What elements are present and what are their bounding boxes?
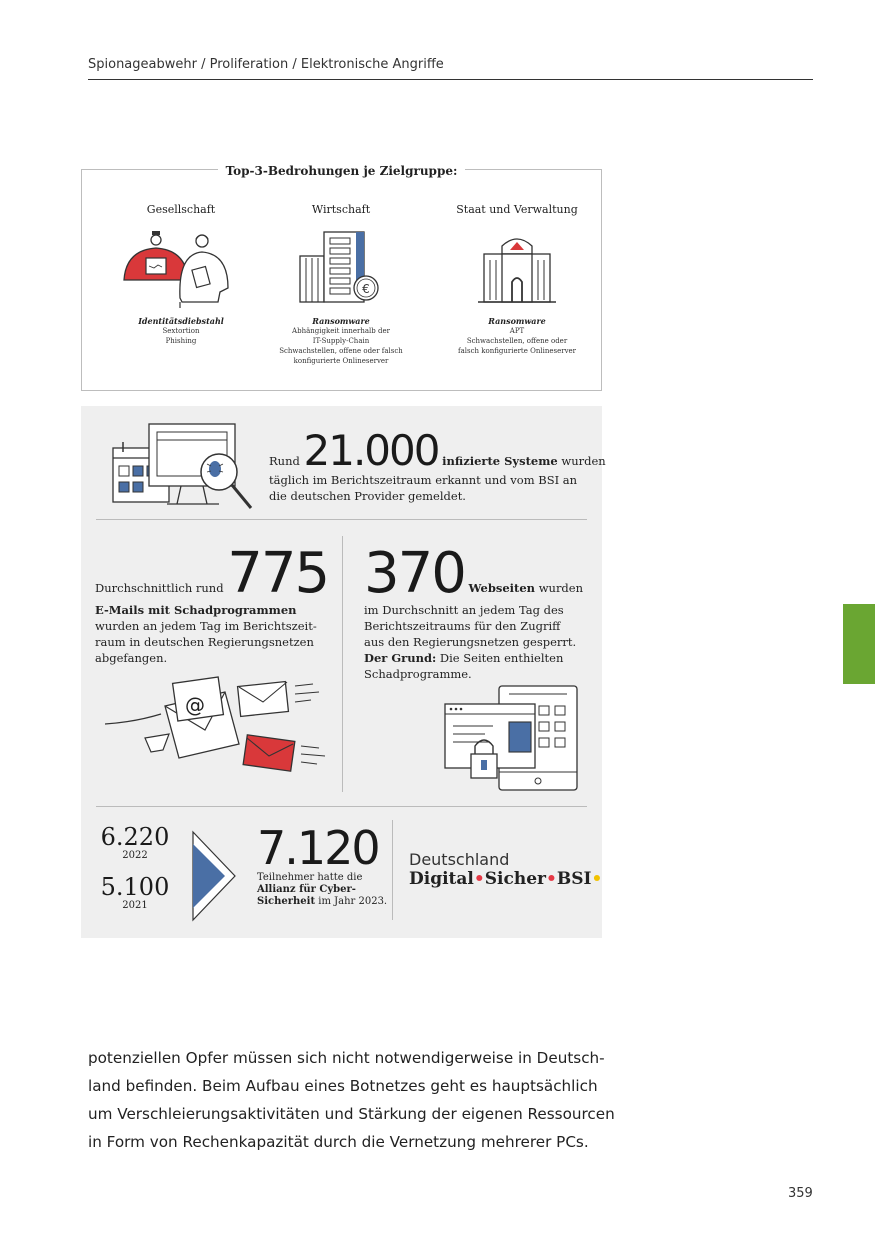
svg-text:€: €	[362, 282, 370, 296]
alliance-year-2022: 2022	[122, 850, 148, 861]
websites-bold: Webseiten	[468, 581, 536, 595]
divider	[96, 519, 587, 520]
emails-line: wurden an jedem Tag im Berichtszeit-	[95, 619, 317, 633]
monitor-calendar-icon	[109, 420, 259, 514]
emails-prefix: Durchschnittlich rund	[95, 581, 224, 595]
chapter-tab	[843, 604, 875, 684]
group-line: Schwachstellen, offene oder falsch	[279, 347, 403, 355]
stats-panel	[81, 406, 606, 938]
infected-line: täglich im Berichtszeitraum erkannt und vom BSI an	[269, 473, 578, 487]
alliance-value-2022: 6.220	[100, 823, 170, 851]
alliance-line: Teilnehmer hatte die	[257, 872, 363, 883]
divider	[96, 806, 587, 807]
emails-bold: E-Mails mit Schadprogrammen	[95, 603, 297, 617]
alliance-bold: Sicherheit	[257, 896, 316, 907]
running-title: Spionageabwehr / Proliferation / Elektronische Angriffe	[88, 57, 444, 72]
bsi-logo	[409, 850, 602, 889]
running-header	[88, 56, 813, 80]
websites-stat	[364, 541, 594, 682]
group-main-threat: Ransomware	[312, 316, 370, 326]
websites-reason: Die Seiten enthielten	[439, 651, 564, 665]
group-line: IT-Supply-Chain	[312, 337, 370, 345]
emails-line: abgefangen.	[95, 651, 168, 665]
body-line: in Form von Rechenkapazität durch die Vernetzung mehrerer PCs.	[88, 1133, 589, 1151]
emails-line: raum in deutschen Regierungsnetzen	[95, 635, 314, 649]
websites-number: 370	[364, 541, 465, 606]
alliance-year-2021: 2021	[122, 900, 148, 911]
threats-box	[81, 164, 602, 391]
office-building-icon	[286, 228, 396, 308]
websites-reason-bold: Der Grund:	[364, 651, 437, 665]
growth-arrow-icon	[189, 830, 237, 922]
infected-number: 21.000	[303, 426, 439, 475]
infected-suffix: wurden	[561, 454, 606, 468]
government-building-icon	[462, 228, 572, 308]
group-line: falsch konfigurierte Onlineserver	[457, 347, 577, 355]
group-line: Abhängigkeit innerhalb der	[292, 327, 390, 335]
emails-stat	[95, 541, 345, 666]
threat-group-society	[96, 203, 266, 346]
brand-line1: Deutschland	[409, 850, 510, 869]
group-line: Sextortion	[162, 327, 200, 335]
page-number: 359	[788, 1186, 813, 1201]
alliance-stat	[257, 821, 392, 908]
infected-line: die deutschen Provider gemeldet.	[269, 489, 466, 503]
websites-line: aus den Regierungsnetzen gesperrt.	[364, 635, 577, 649]
group-line: APT	[509, 327, 525, 335]
divider	[392, 820, 393, 920]
body-line: land befinden. Beim Aufbau eines Botnetzes geht es hauptsächlich	[88, 1077, 598, 1095]
divider	[342, 536, 343, 792]
websites-line: Schadprogramme.	[364, 667, 472, 681]
infected-bold: infizierte Systeme	[442, 454, 558, 468]
alliance-value-2021: 5.100	[100, 873, 170, 901]
at-symbol: @	[185, 693, 205, 717]
body-line: potenziellen Opfer müssen sich nicht notwendigerweise in Deutsch-	[88, 1049, 605, 1067]
group-title: Gesellschaft	[146, 203, 216, 216]
alliance-line: im Jahr 2023.	[318, 896, 388, 907]
group-title: Staat und Verwaltung	[456, 203, 578, 216]
websites-line: im Durchschnitt an jedem Tag des	[364, 603, 564, 617]
infected-systems-stat	[269, 426, 606, 504]
group-title: Wirtschaft	[311, 203, 371, 216]
threat-group-economy	[256, 203, 426, 366]
threats-title: Top-3-Bedrohungen je Zielgruppe:	[82, 160, 601, 179]
alliance-history	[95, 824, 175, 912]
group-main-threat: Ransomware	[488, 316, 546, 326]
group-line: Schwachstellen, offene oder	[466, 337, 568, 345]
alliance-bold: Allianz für Cyber-	[257, 884, 356, 895]
websites-line: Berichtszeitraums für den Zugriff	[364, 619, 561, 633]
emails-number: 775	[227, 541, 329, 606]
websites-suffix: wurden	[538, 581, 584, 595]
threat-group-government	[432, 203, 602, 356]
alliance-number: 7.120	[257, 821, 379, 875]
email-envelopes-icon	[105, 672, 335, 782]
people-icon	[116, 228, 246, 308]
group-line: konfigurierte Onlineserver	[293, 357, 389, 365]
blocked-website-icon	[441, 682, 591, 794]
brand-line2: Digital•Sicher•BSI•	[409, 869, 603, 889]
infected-prefix: Rund	[269, 454, 300, 468]
body-paragraph	[88, 1044, 628, 1156]
group-main-threat: Identitätsdiebstahl	[138, 316, 224, 326]
body-line: um Verschleierungsaktivitäten und Stärkung der eigenen Ressourcen	[88, 1105, 615, 1123]
group-line: Phishing	[165, 337, 197, 345]
